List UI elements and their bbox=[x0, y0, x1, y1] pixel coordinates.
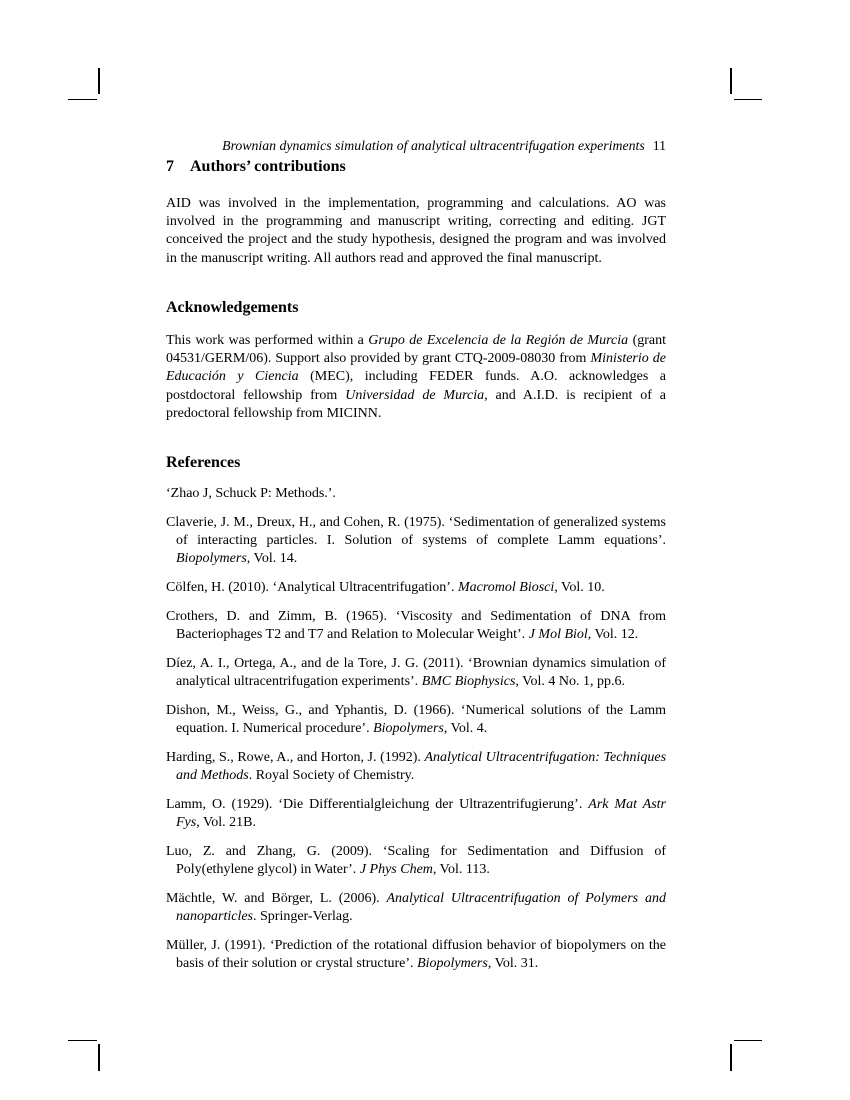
text-run: Crothers, D. and Zimm, B. (1965). ‘Viscosity and Sedimentation of DNA from Bacteriophages T2 and T7 and Relation to Molecular Weight’. bbox=[166, 608, 666, 642]
text-run: , Vol. 4 No. 1, pp.6. bbox=[515, 674, 625, 689]
italic-text-run: Ark Mat Astr Fys bbox=[176, 796, 666, 830]
italic-text-run: Universidad de Murcia bbox=[345, 387, 485, 403]
section-heading-references bbox=[166, 453, 666, 472]
italic-text-run: Biopolymers bbox=[176, 551, 247, 567]
text-run: , Vol. 14. bbox=[246, 551, 298, 567]
italic-text-run: Biopolymers bbox=[373, 721, 444, 736]
text-run: Müller, J. (1991). ‘Prediction of the rotational diffusion behavior of biopolymers on the basis of their solution or crystal structure’. bbox=[166, 937, 666, 971]
text-run: ‘Zhao J, Schuck P: Methods.’. bbox=[166, 486, 336, 501]
crop-mark-top-right-horizontal bbox=[734, 99, 762, 101]
reference-item bbox=[166, 514, 666, 569]
text-run: , and A.I.D. is recipient of a predoctoral fellowship from MICINN. bbox=[166, 387, 667, 421]
text-run: This work was performed within a bbox=[166, 333, 369, 348]
crop-mark-top-left-vertical bbox=[98, 68, 100, 94]
section-title: References bbox=[166, 454, 241, 471]
italic-text-run: BMC Biophysics bbox=[421, 674, 516, 689]
reference-item bbox=[166, 796, 666, 832]
reference-item bbox=[166, 608, 666, 644]
running-head-title: Brownian dynamics simulation of analytical ultracentrifugation experiments bbox=[222, 138, 645, 153]
text-run: Díez, A. I., Ortega, A., and de la Tore, J. G. (2011). ‘Brownian dynamics simulation of analytical ultracentrifugation experiments’. bbox=[166, 655, 666, 689]
crop-mark-bottom-left-vertical bbox=[98, 1044, 100, 1071]
italic-text-run: Grupo de Excelencia de la Región de Murcia bbox=[368, 333, 629, 348]
reference-item bbox=[166, 890, 666, 926]
italic-text-run: Analytical Ultracentrifugation: Techniques and Methods bbox=[176, 749, 667, 783]
section-heading-acknowledgements bbox=[166, 298, 666, 317]
italic-text-run: J Mol Biol bbox=[528, 627, 588, 642]
text-run: Lamm, O. (1929). ‘Die Differentialgleichung der Ultrazentrifugierung’. bbox=[166, 796, 589, 812]
italic-text-run: Biopolymers bbox=[417, 956, 488, 971]
reference-item bbox=[166, 937, 666, 973]
reference-item bbox=[166, 702, 666, 738]
references-list bbox=[166, 485, 666, 984]
italic-text-run: Macromol Biosci bbox=[457, 580, 555, 595]
running-head bbox=[166, 138, 666, 154]
text-run: (MEC), including FEDER funds. A.O. acknowledges a postdoctoral fellowship from bbox=[166, 369, 666, 403]
text-run: Mächtle, W. and Börger, L. (2006). bbox=[166, 890, 387, 906]
crop-mark-bottom-right-horizontal bbox=[734, 1040, 762, 1042]
crop-mark-top-right-vertical bbox=[730, 68, 732, 94]
reference-item bbox=[166, 579, 666, 597]
text-run: . Springer-Verlag. bbox=[253, 909, 353, 924]
text-run: , Vol. 21B. bbox=[196, 815, 256, 830]
text-run: , Vol. 31. bbox=[487, 956, 539, 971]
text-run: , Vol. 12. bbox=[587, 627, 639, 642]
italic-text-run: J Phys Chem bbox=[359, 862, 433, 877]
reference-item bbox=[166, 843, 666, 879]
text-run: , Vol. 113. bbox=[432, 862, 490, 877]
crop-mark-bottom-right-vertical bbox=[730, 1044, 732, 1071]
acknowledgements-paragraph bbox=[166, 332, 666, 423]
text-run: , Vol. 10. bbox=[554, 580, 605, 595]
crop-mark-bottom-left-horizontal bbox=[68, 1040, 97, 1042]
crop-mark-top-left-horizontal bbox=[68, 99, 97, 101]
text-run: Harding, S., Rowe, A., and Horton, J. (1992). bbox=[166, 749, 425, 765]
italic-text-run: Analytical Ultracentrifugation of Polymers and nanoparticles bbox=[176, 890, 666, 924]
section-title: Acknowledgements bbox=[166, 299, 299, 316]
page-number: 11 bbox=[652, 138, 666, 153]
text-run: Dishon, M., Weiss, G., and Yphantis, D. (1966). ‘Numerical solutions of the Lamm equation. I. Numerical procedure’. bbox=[166, 702, 666, 736]
section-number: 7 bbox=[166, 158, 174, 175]
text-run: Cölfen, H. (2010). ‘Analytical Ultracentrifugation’. bbox=[166, 580, 458, 595]
section-title: Authors’ contributions bbox=[190, 158, 346, 175]
contributions-paragraph: AID was involved in the implementation, programming and calculations. AO was involved in the programming and manuscript writing, correcting and editing. JGT conceived the project and the study hypothesis, designed the program and was involved in the manuscript writing. All authors read and approved the final manuscript. bbox=[166, 196, 666, 266]
reference-item bbox=[166, 655, 666, 691]
text-run: Claverie, J. M., Dreux, H., and Cohen, R. (1975). ‘Sedimentation of generalized systems of interacting particles. I. Solution of systems of complete Lamm equations’. bbox=[166, 514, 666, 548]
text-run: (grant 04531/GERM/06). Support also provided by grant CTQ-2009-08030 from bbox=[166, 333, 666, 367]
reference-item bbox=[166, 485, 666, 503]
section-heading-authors-contributions bbox=[166, 157, 666, 176]
reference-item bbox=[166, 749, 666, 785]
text-run: . Royal Society of Chemistry. bbox=[248, 768, 415, 783]
text-run: Luo, Z. and Zhang, G. (2009). ‘Scaling for Sedimentation and Diffusion of Poly(ethylene glycol) in Water’. bbox=[166, 843, 666, 877]
text-run: , Vol. 4. bbox=[443, 721, 488, 736]
italic-text-run: Ministerio de Educación y Ciencia bbox=[166, 351, 666, 385]
